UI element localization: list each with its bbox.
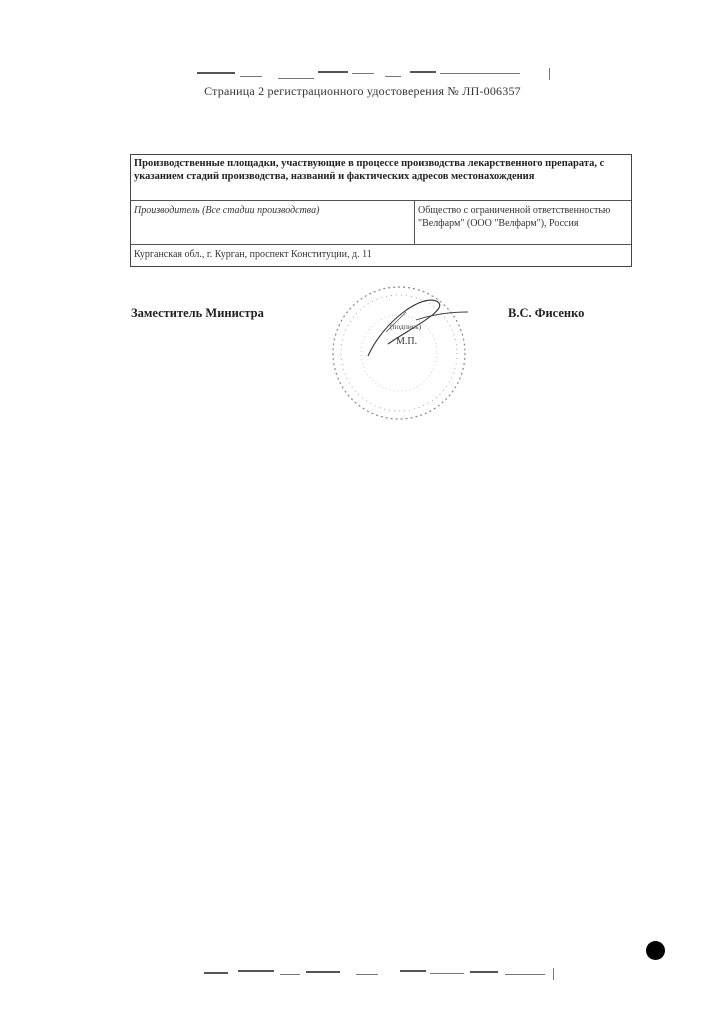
signer-name: В.С. Фисенко bbox=[508, 306, 585, 320]
table-heading: Производственные площадки, участвующие в процессе производства лекарственного препарата, с указанием стадий производства, названий и фактических адресов местонахождения bbox=[134, 158, 605, 182]
production-sites-table bbox=[130, 154, 632, 267]
signer-position: Заместитель Министра bbox=[131, 306, 264, 320]
seal-mark: М.П. bbox=[396, 336, 418, 347]
manufacturer-organization-cell: Общество с ограниченной ответственностью "Велфарм" (ООО "Велфарм"), Россия bbox=[418, 205, 611, 229]
official-seal-stamp bbox=[328, 282, 470, 424]
page-header: Страница 2 регистрационного удостоверения № ЛП-006357 bbox=[204, 84, 521, 98]
signature-caption: (подпись) bbox=[390, 322, 422, 331]
manufacturer-role-cell: Производитель (Все стадии производства) bbox=[134, 205, 320, 216]
row-divider bbox=[131, 244, 631, 245]
row-divider bbox=[131, 200, 631, 201]
manufacturer-address-cell: Курганская обл., г. Курган, проспект Конституции, д. 11 bbox=[134, 249, 372, 260]
column-divider bbox=[414, 200, 415, 244]
hole-punch-mark bbox=[646, 941, 665, 960]
